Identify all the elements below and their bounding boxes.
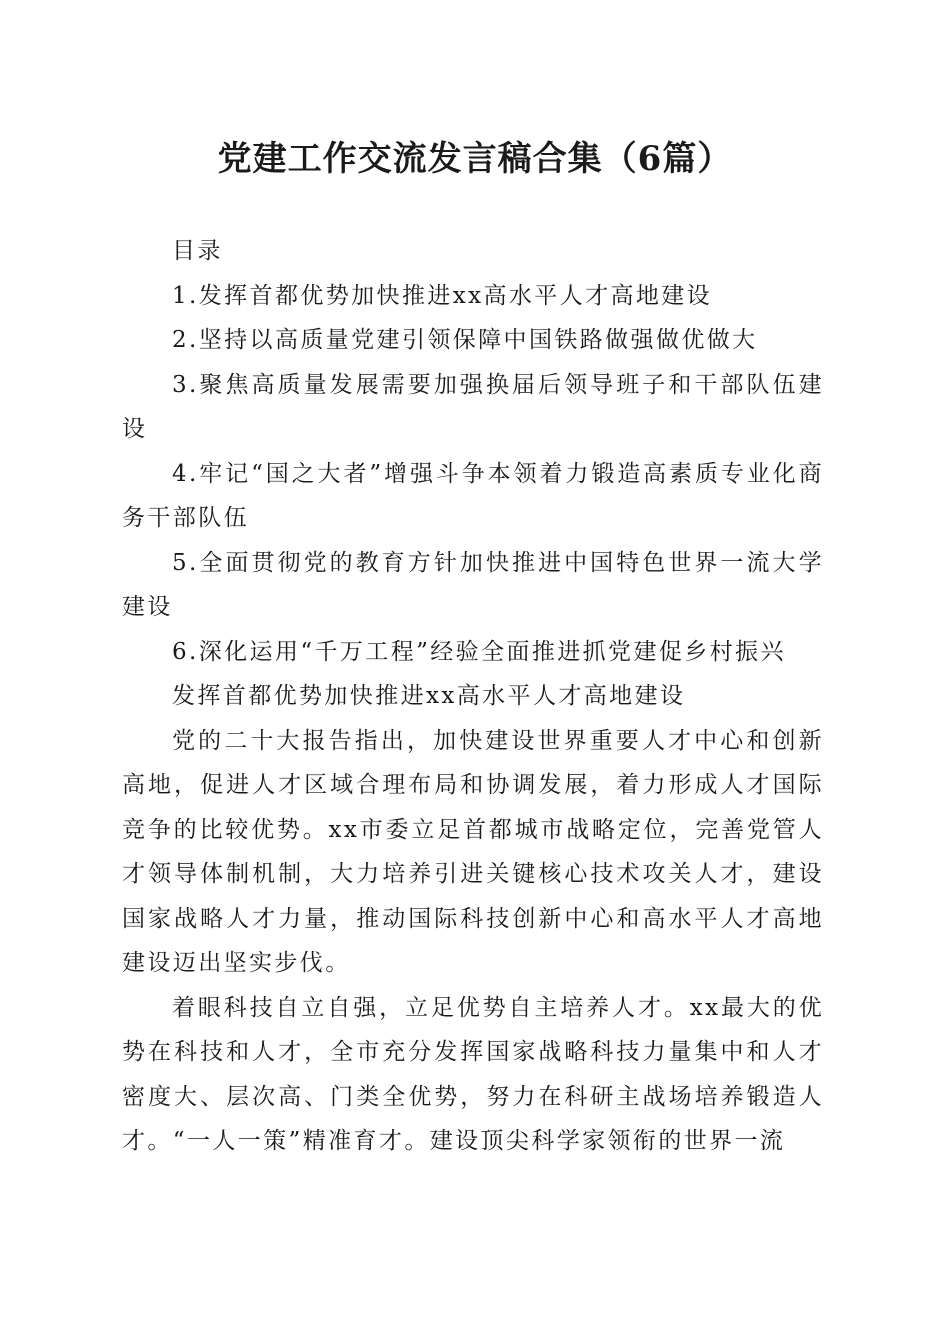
toc-item-5: 5.全面贯彻党的教育方针加快推进中国特色世界一流大学建设 [122,549,824,620]
toc-item-4: 4.牢记“国之大者”增强斗争本领着力锻造高素质专业化商务干部队伍 [122,460,824,531]
toc-item-1: 1.发挥首都优势加快推进xx高水平人才高地建设 [172,282,713,309]
article-title: 发挥首都优势加快推进xx高水平人才高地建设 [172,683,686,709]
document-body [122,229,824,1164]
paragraph-2: 着眼科技自立自强，立足优势自主培养人才。xx最大的优势在科技和人才，全市充分发挥国家战略科技力量集中和人才密度大、层次高、门类全优势，努力在科研主战场培养锻造人才。“一人一策”精准育才。建设顶尖科学家领衔的世界一流 [122,994,824,1154]
document-title: 党建工作交流发言稿合集（6篇） [217,139,733,179]
toc-item-2: 2.坚持以高质量党建引领保障中国铁路做强做优做大 [172,327,758,353]
paragraph-1: 党的二十大报告指出，加快建设世界重要人才中心和创新高地，促进人才区域合理布局和协调发展，着力形成人才国际竞争的比较优势。xx市委立足首都城市战略定位，完善党管人才领导体制机制，大力培养引进关键核心技术攻关人才，建设国家战略人才力量，推动国际科技创新中心和高水平人才高地建设迈出坚实步伐。 [122,727,824,976]
toc-item-6: 6.深化运用“千万工程”经验全面推进抓党建促乡村振兴 [172,638,786,665]
toc-heading: 目录 [172,238,223,264]
toc-item-3: 3.聚焦高质量发展需要加强换届后领导班子和干部队伍建设 [122,371,824,442]
